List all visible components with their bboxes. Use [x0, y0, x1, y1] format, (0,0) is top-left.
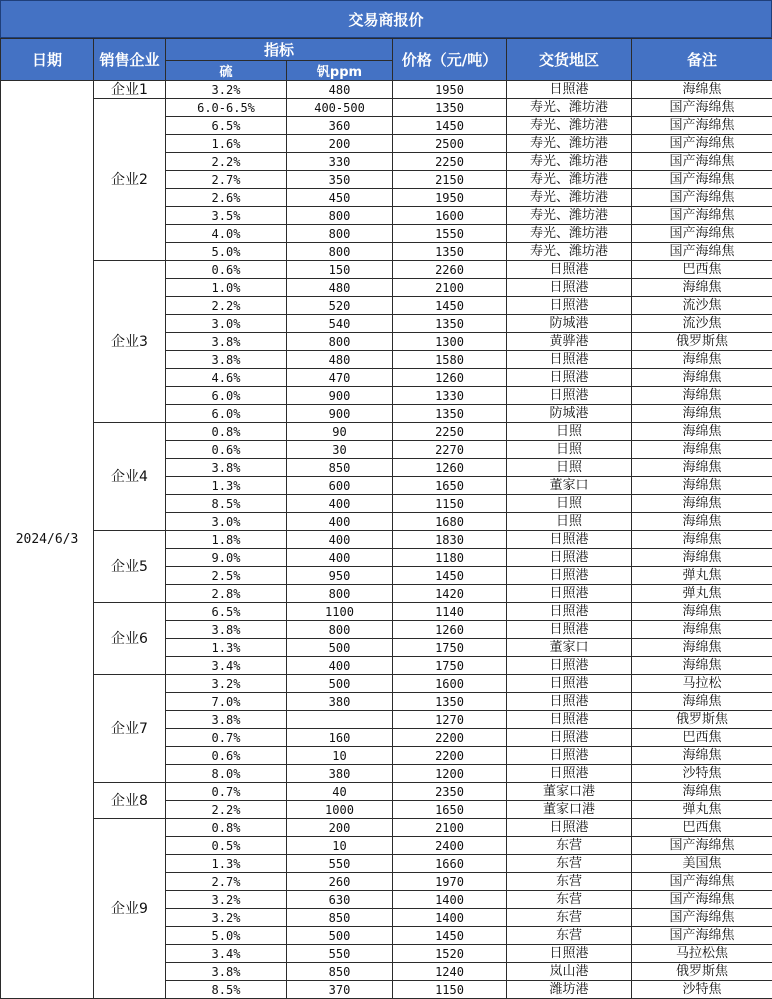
sulfur-cell: 0.8% [166, 423, 287, 441]
table-row [1, 423, 772, 441]
price-cell: 1650 [393, 801, 507, 819]
sulfur-cell: 3.2% [166, 675, 287, 693]
sulfur-cell: 2.2% [166, 297, 287, 315]
header-indicators: 指标 [166, 39, 393, 61]
remark-cell: 国产海绵焦 [632, 117, 772, 135]
sulfur-cell: 7.0% [166, 693, 287, 711]
header-sulfur: 硫 [166, 61, 287, 81]
region-cell: 日照港 [507, 387, 632, 405]
vanadium-cell: 480 [287, 279, 393, 297]
remark-cell: 海绵焦 [632, 603, 772, 621]
sulfur-cell: 6.0% [166, 405, 287, 423]
region-cell: 日照 [507, 423, 632, 441]
vanadium-cell: 480 [287, 81, 393, 99]
company-cell: 企业3 [94, 261, 166, 423]
company-cell: 企业5 [94, 531, 166, 603]
remark-cell: 海绵焦 [632, 459, 772, 477]
region-cell: 日照 [507, 441, 632, 459]
vanadium-cell: 10 [287, 747, 393, 765]
vanadium-cell: 200 [287, 135, 393, 153]
remark-cell: 国产海绵焦 [632, 135, 772, 153]
region-cell: 董家口 [507, 477, 632, 495]
price-cell: 1450 [393, 927, 507, 945]
sulfur-cell: 0.6% [166, 441, 287, 459]
region-cell: 寿光、潍坊港 [507, 225, 632, 243]
region-cell: 日照港 [507, 531, 632, 549]
region-cell: 日照港 [507, 351, 632, 369]
vanadium-cell: 400-500 [287, 99, 393, 117]
header-remark: 备注 [632, 39, 772, 81]
region-cell: 日照港 [507, 81, 632, 99]
sulfur-cell: 6.0% [166, 387, 287, 405]
vanadium-cell: 400 [287, 513, 393, 531]
vanadium-cell: 380 [287, 693, 393, 711]
company-cell: 企业8 [94, 783, 166, 819]
sulfur-cell: 3.0% [166, 315, 287, 333]
price-cell: 1950 [393, 81, 507, 99]
price-cell: 2270 [393, 441, 507, 459]
sulfur-cell: 3.8% [166, 963, 287, 981]
sulfur-cell: 3.4% [166, 945, 287, 963]
sulfur-cell: 0.6% [166, 261, 287, 279]
price-cell: 1270 [393, 711, 507, 729]
sulfur-cell: 3.8% [166, 333, 287, 351]
vanadium-cell: 850 [287, 909, 393, 927]
vanadium-cell: 600 [287, 477, 393, 495]
remark-cell: 海绵焦 [632, 783, 772, 801]
price-cell: 2350 [393, 783, 507, 801]
sulfur-cell: 3.8% [166, 351, 287, 369]
vanadium-cell: 900 [287, 387, 393, 405]
region-cell: 潍坊港 [507, 981, 632, 999]
table-row [1, 783, 772, 801]
price-cell: 2250 [393, 153, 507, 171]
sulfur-cell: 3.8% [166, 621, 287, 639]
company-cell: 企业1 [94, 81, 166, 99]
price-cell: 1600 [393, 207, 507, 225]
sulfur-cell: 8.5% [166, 495, 287, 513]
remark-cell: 海绵焦 [632, 621, 772, 639]
price-cell: 1300 [393, 333, 507, 351]
sulfur-cell: 6.0-6.5% [166, 99, 287, 117]
region-cell: 防城港 [507, 405, 632, 423]
region-cell: 日照港 [507, 603, 632, 621]
sulfur-cell: 5.0% [166, 927, 287, 945]
remark-cell: 国产海绵焦 [632, 837, 772, 855]
vanadium-cell: 400 [287, 531, 393, 549]
price-cell: 2250 [393, 423, 507, 441]
region-cell: 东营 [507, 837, 632, 855]
header-date: 日期 [1, 39, 94, 81]
price-cell: 1600 [393, 675, 507, 693]
vanadium-cell: 450 [287, 189, 393, 207]
region-cell: 日照港 [507, 675, 632, 693]
region-cell: 寿光、潍坊港 [507, 117, 632, 135]
vanadium-cell: 360 [287, 117, 393, 135]
region-cell: 日照港 [507, 369, 632, 387]
sulfur-cell: 1.3% [166, 855, 287, 873]
remark-cell: 海绵焦 [632, 693, 772, 711]
region-cell: 日照 [507, 459, 632, 477]
region-cell: 寿光、潍坊港 [507, 207, 632, 225]
table-row [1, 675, 772, 693]
vanadium-cell: 1100 [287, 603, 393, 621]
sulfur-cell: 3.2% [166, 909, 287, 927]
remark-cell: 流沙焦 [632, 297, 772, 315]
price-cell: 2500 [393, 135, 507, 153]
sulfur-cell: 0.5% [166, 837, 287, 855]
vanadium-cell: 350 [287, 171, 393, 189]
remark-cell: 海绵焦 [632, 477, 772, 495]
price-cell: 1140 [393, 603, 507, 621]
company-cell: 企业9 [94, 819, 166, 999]
price-cell: 1550 [393, 225, 507, 243]
remark-cell: 国产海绵焦 [632, 225, 772, 243]
company-cell: 企业4 [94, 423, 166, 531]
region-cell: 日照港 [507, 279, 632, 297]
vanadium-cell: 550 [287, 855, 393, 873]
remark-cell: 马拉松焦 [632, 945, 772, 963]
table-row [1, 81, 772, 99]
remark-cell: 沙特焦 [632, 765, 772, 783]
vanadium-cell [287, 711, 393, 729]
sulfur-cell: 2.2% [166, 801, 287, 819]
remark-cell: 海绵焦 [632, 423, 772, 441]
region-cell: 日照港 [507, 711, 632, 729]
remark-cell: 国产海绵焦 [632, 891, 772, 909]
price-cell: 1650 [393, 477, 507, 495]
price-cell: 1750 [393, 639, 507, 657]
region-cell: 东营 [507, 909, 632, 927]
vanadium-cell: 500 [287, 927, 393, 945]
remark-cell: 海绵焦 [632, 657, 772, 675]
price-cell: 2150 [393, 171, 507, 189]
vanadium-cell: 30 [287, 441, 393, 459]
region-cell: 日照港 [507, 261, 632, 279]
sulfur-cell: 2.7% [166, 873, 287, 891]
remark-cell: 海绵焦 [632, 639, 772, 657]
remark-cell: 弹丸焦 [632, 801, 772, 819]
vanadium-cell: 470 [287, 369, 393, 387]
vanadium-cell: 160 [287, 729, 393, 747]
price-cell: 1400 [393, 909, 507, 927]
sulfur-cell: 1.8% [166, 531, 287, 549]
remark-cell: 海绵焦 [632, 513, 772, 531]
sulfur-cell: 2.8% [166, 585, 287, 603]
vanadium-cell: 400 [287, 657, 393, 675]
remark-cell: 海绵焦 [632, 441, 772, 459]
price-cell: 1200 [393, 765, 507, 783]
vanadium-cell: 800 [287, 243, 393, 261]
sulfur-cell: 1.6% [166, 135, 287, 153]
remark-cell: 俄罗斯焦 [632, 963, 772, 981]
company-cell: 企业2 [94, 99, 166, 261]
price-cell: 1350 [393, 243, 507, 261]
vanadium-cell: 800 [287, 585, 393, 603]
price-cell: 2100 [393, 279, 507, 297]
price-cell: 1330 [393, 387, 507, 405]
sulfur-cell: 3.5% [166, 207, 287, 225]
region-cell: 日照港 [507, 657, 632, 675]
remark-cell: 沙特焦 [632, 981, 772, 999]
price-cell: 1240 [393, 963, 507, 981]
price-cell: 1260 [393, 459, 507, 477]
sulfur-cell: 0.8% [166, 819, 287, 837]
price-cell: 1950 [393, 189, 507, 207]
region-cell: 董家口港 [507, 801, 632, 819]
table-title: 交易商报价 [0, 0, 772, 38]
sulfur-cell: 4.0% [166, 225, 287, 243]
price-cell: 2100 [393, 819, 507, 837]
price-cell: 1660 [393, 855, 507, 873]
sulfur-cell: 3.4% [166, 657, 287, 675]
remark-cell: 弹丸焦 [632, 585, 772, 603]
vanadium-cell: 900 [287, 405, 393, 423]
vanadium-cell: 400 [287, 549, 393, 567]
vanadium-cell: 950 [287, 567, 393, 585]
vanadium-cell: 540 [287, 315, 393, 333]
vanadium-cell: 40 [287, 783, 393, 801]
remark-cell: 国产海绵焦 [632, 153, 772, 171]
price-cell: 1680 [393, 513, 507, 531]
region-cell: 日照港 [507, 765, 632, 783]
sulfur-cell: 2.2% [166, 153, 287, 171]
vanadium-cell: 380 [287, 765, 393, 783]
price-cell: 1580 [393, 351, 507, 369]
region-cell: 日照 [507, 513, 632, 531]
region-cell: 日照港 [507, 549, 632, 567]
vanadium-cell: 500 [287, 639, 393, 657]
price-cell: 1150 [393, 981, 507, 999]
vanadium-cell: 10 [287, 837, 393, 855]
remark-cell: 海绵焦 [632, 549, 772, 567]
region-cell: 日照港 [507, 297, 632, 315]
region-cell: 寿光、潍坊港 [507, 153, 632, 171]
region-cell: 日照港 [507, 945, 632, 963]
price-cell: 2200 [393, 747, 507, 765]
sulfur-cell: 5.0% [166, 243, 287, 261]
remark-cell: 马拉松 [632, 675, 772, 693]
vanadium-cell: 150 [287, 261, 393, 279]
vanadium-cell: 370 [287, 981, 393, 999]
quote-table [0, 38, 772, 999]
sulfur-cell: 2.7% [166, 171, 287, 189]
sulfur-cell: 3.2% [166, 81, 287, 99]
company-cell: 企业6 [94, 603, 166, 675]
vanadium-cell: 850 [287, 963, 393, 981]
region-cell: 东营 [507, 873, 632, 891]
header-price: 价格（元/吨） [393, 39, 507, 81]
table-body [1, 81, 772, 999]
vanadium-cell: 800 [287, 621, 393, 639]
region-cell: 防城港 [507, 315, 632, 333]
vanadium-cell: 330 [287, 153, 393, 171]
sulfur-cell: 8.5% [166, 981, 287, 999]
sulfur-cell: 3.0% [166, 513, 287, 531]
sulfur-cell: 3.8% [166, 459, 287, 477]
price-cell: 1350 [393, 99, 507, 117]
remark-cell: 海绵焦 [632, 495, 772, 513]
remark-cell: 弹丸焦 [632, 567, 772, 585]
vanadium-cell: 1000 [287, 801, 393, 819]
table-row [1, 261, 772, 279]
remark-cell: 流沙焦 [632, 315, 772, 333]
sulfur-cell: 1.3% [166, 639, 287, 657]
remark-cell: 海绵焦 [632, 747, 772, 765]
sulfur-cell: 0.7% [166, 783, 287, 801]
sulfur-cell: 0.7% [166, 729, 287, 747]
region-cell: 黄骅港 [507, 333, 632, 351]
region-cell: 寿光、潍坊港 [507, 243, 632, 261]
vanadium-cell: 800 [287, 225, 393, 243]
price-cell: 1350 [393, 405, 507, 423]
remark-cell: 海绵焦 [632, 81, 772, 99]
region-cell: 日照港 [507, 693, 632, 711]
remark-cell: 国产海绵焦 [632, 243, 772, 261]
price-cell: 1150 [393, 495, 507, 513]
region-cell: 岚山港 [507, 963, 632, 981]
price-cell: 1420 [393, 585, 507, 603]
vanadium-cell: 800 [287, 333, 393, 351]
region-cell: 寿光、潍坊港 [507, 171, 632, 189]
price-cell: 1400 [393, 891, 507, 909]
remark-cell: 俄罗斯焦 [632, 711, 772, 729]
remark-cell: 国产海绵焦 [632, 171, 772, 189]
remark-cell: 海绵焦 [632, 387, 772, 405]
vanadium-cell: 850 [287, 459, 393, 477]
header-company: 销售企业 [94, 39, 166, 81]
price-cell: 2260 [393, 261, 507, 279]
region-cell: 董家口港 [507, 783, 632, 801]
table-row [1, 531, 772, 549]
remark-cell: 巴西焦 [632, 729, 772, 747]
vanadium-cell: 200 [287, 819, 393, 837]
sulfur-cell: 2.6% [166, 189, 287, 207]
price-cell: 1180 [393, 549, 507, 567]
remark-cell: 美国焦 [632, 855, 772, 873]
price-cell: 1350 [393, 693, 507, 711]
region-cell: 东营 [507, 891, 632, 909]
region-cell: 日照港 [507, 621, 632, 639]
sulfur-cell: 3.2% [166, 891, 287, 909]
price-cell: 1450 [393, 297, 507, 315]
remark-cell: 国产海绵焦 [632, 189, 772, 207]
region-cell: 日照港 [507, 819, 632, 837]
price-cell: 1260 [393, 369, 507, 387]
price-cell: 1520 [393, 945, 507, 963]
remark-cell: 国产海绵焦 [632, 927, 772, 945]
vanadium-cell: 800 [287, 207, 393, 225]
vanadium-cell: 520 [287, 297, 393, 315]
vanadium-cell: 400 [287, 495, 393, 513]
region-cell: 日照 [507, 495, 632, 513]
remark-cell: 海绵焦 [632, 405, 772, 423]
remark-cell: 巴西焦 [632, 819, 772, 837]
table-row [1, 603, 772, 621]
sulfur-cell: 1.0% [166, 279, 287, 297]
sulfur-cell: 1.3% [166, 477, 287, 495]
region-cell: 寿光、潍坊港 [507, 189, 632, 207]
price-cell: 1260 [393, 621, 507, 639]
region-cell: 东营 [507, 855, 632, 873]
remark-cell: 国产海绵焦 [632, 909, 772, 927]
remark-cell: 国产海绵焦 [632, 99, 772, 117]
date-cell: 2024/6/3 [1, 81, 94, 999]
price-cell: 2400 [393, 837, 507, 855]
remark-cell: 海绵焦 [632, 369, 772, 387]
region-cell: 日照港 [507, 567, 632, 585]
header-vanadium: 钒ppm [287, 61, 393, 81]
price-cell: 1970 [393, 873, 507, 891]
region-cell: 寿光、潍坊港 [507, 135, 632, 153]
remark-cell: 海绵焦 [632, 531, 772, 549]
company-cell: 企业7 [94, 675, 166, 783]
vanadium-cell: 500 [287, 675, 393, 693]
remark-cell: 海绵焦 [632, 351, 772, 369]
sulfur-cell: 2.5% [166, 567, 287, 585]
sulfur-cell: 8.0% [166, 765, 287, 783]
price-cell: 1450 [393, 567, 507, 585]
remark-cell: 海绵焦 [632, 279, 772, 297]
sulfur-cell: 0.6% [166, 747, 287, 765]
table-row [1, 99, 772, 117]
price-cell: 1350 [393, 315, 507, 333]
price-cell: 1830 [393, 531, 507, 549]
vanadium-cell: 260 [287, 873, 393, 891]
remark-cell: 国产海绵焦 [632, 873, 772, 891]
region-cell: 日照港 [507, 585, 632, 603]
remark-cell: 俄罗斯焦 [632, 333, 772, 351]
sulfur-cell: 9.0% [166, 549, 287, 567]
vanadium-cell: 480 [287, 351, 393, 369]
sulfur-cell: 3.8% [166, 711, 287, 729]
region-cell: 东营 [507, 927, 632, 945]
sulfur-cell: 4.6% [166, 369, 287, 387]
remark-cell: 巴西焦 [632, 261, 772, 279]
region-cell: 日照港 [507, 747, 632, 765]
table-row [1, 819, 772, 837]
vanadium-cell: 90 [287, 423, 393, 441]
price-cell: 2200 [393, 729, 507, 747]
price-cell: 1450 [393, 117, 507, 135]
region-cell: 日照港 [507, 729, 632, 747]
price-cell: 1750 [393, 657, 507, 675]
region-cell: 寿光、潍坊港 [507, 99, 632, 117]
vanadium-cell: 630 [287, 891, 393, 909]
header-region: 交货地区 [507, 39, 632, 81]
region-cell: 董家口 [507, 639, 632, 657]
sulfur-cell: 6.5% [166, 603, 287, 621]
vanadium-cell: 550 [287, 945, 393, 963]
sulfur-cell: 6.5% [166, 117, 287, 135]
remark-cell: 国产海绵焦 [632, 207, 772, 225]
